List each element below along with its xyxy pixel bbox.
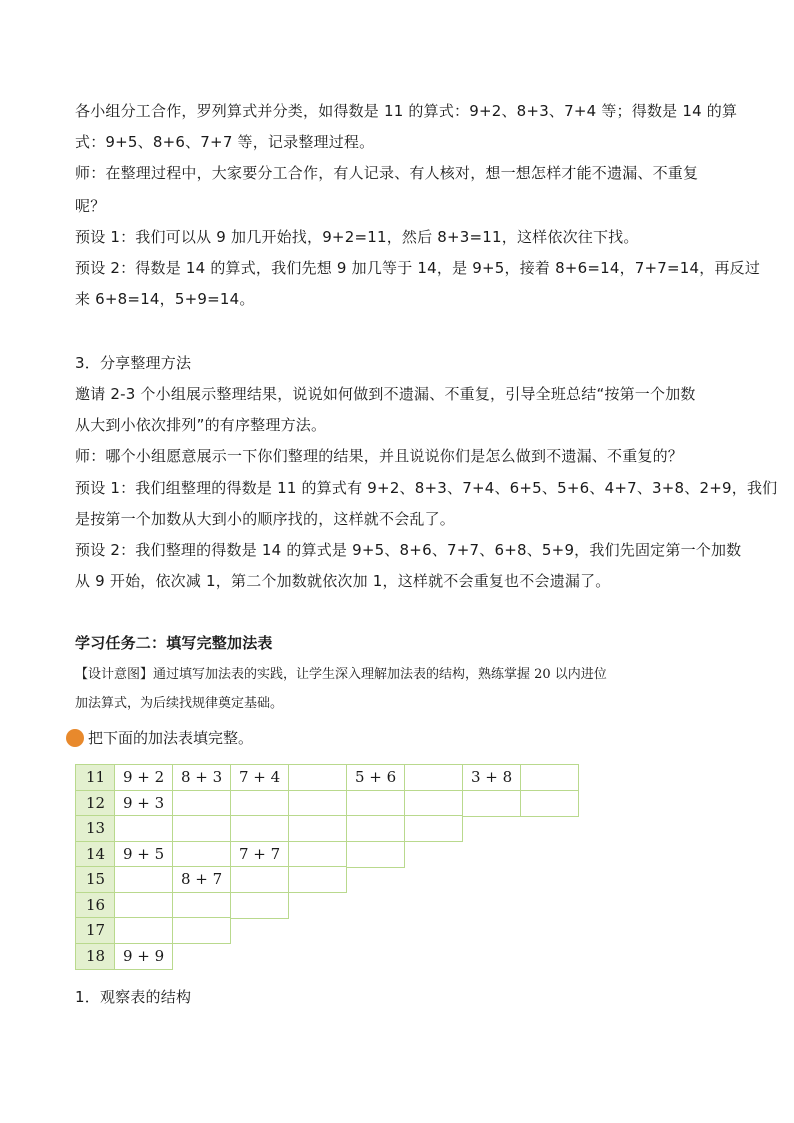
paragraph-line: 邀请 2-3 个小组展示整理结果，说说如何做到不遗漏、不重复，引导全班总结“按第一个加数 bbox=[75, 385, 696, 403]
table-cell-expression: 9 + 9 bbox=[114, 943, 173, 970]
table-cell-expression: 3 + 8 bbox=[462, 764, 521, 791]
table-cell-expression: 5 + 6 bbox=[346, 764, 405, 791]
paragraph-line: 预设 1：我们可以从 9 加几开始找，9+2=11，然后 8+3=11，这样依次往下找。 bbox=[75, 228, 639, 246]
paragraph-line: 师：在整理过程中，大家要分工合作，有人记录、有人核对，想一想怎样才能不遗漏、不重复 bbox=[75, 164, 699, 182]
paragraph-line: 来 6+8=14，5+9=14。 bbox=[75, 290, 255, 308]
table-cell-blank[interactable] bbox=[404, 790, 463, 817]
table-cell-expression: 7 + 4 bbox=[230, 764, 289, 791]
table-cell-blank[interactable] bbox=[114, 866, 173, 893]
table-cell-blank[interactable] bbox=[288, 815, 347, 842]
table-cell-blank[interactable] bbox=[346, 815, 405, 842]
design-intent-line: 加法算式，为后续找规律奠定基础。 bbox=[75, 696, 284, 711]
table-cell-blank[interactable] bbox=[230, 866, 289, 893]
table-cell-blank[interactable] bbox=[114, 815, 173, 842]
table-cell-expression: 8 + 7 bbox=[172, 866, 231, 893]
row-sum-label: 11 bbox=[75, 764, 115, 791]
table-cell-blank[interactable] bbox=[462, 790, 521, 817]
paragraph-line: 师：哪个小组愿意展示一下你们整理的结果，并且说说你们是怎么做到不遗漏、不重复的？ bbox=[75, 447, 684, 465]
table-cell-blank[interactable] bbox=[230, 892, 289, 919]
table-cell-blank[interactable] bbox=[288, 841, 347, 868]
closing-line: 1．观察表的结构 bbox=[75, 988, 192, 1006]
row-sum-label: 13 bbox=[75, 815, 115, 842]
paragraph-line: 预设 1：我们组整理的得数是 11 的算式有 9+2、8+3、7+4、6+5、5+6、4+7、3+8、2+9，我们 bbox=[75, 479, 778, 497]
task-heading: 学习任务二：填写完整加法表 bbox=[75, 634, 273, 652]
table-cell-blank[interactable] bbox=[172, 790, 231, 817]
row-sum-label: 14 bbox=[75, 841, 115, 868]
table-cell-expression: 9 + 2 bbox=[114, 764, 173, 791]
table-cell-expression: 8 + 3 bbox=[172, 764, 231, 791]
table-cell-blank[interactable] bbox=[520, 764, 579, 791]
table-cell-blank[interactable] bbox=[288, 790, 347, 817]
table-cell-blank[interactable] bbox=[346, 841, 405, 868]
table-cell-expression: 9 + 5 bbox=[114, 841, 173, 868]
orange-bullet-icon bbox=[66, 729, 84, 747]
table-cell-blank[interactable] bbox=[172, 917, 231, 944]
row-sum-label: 17 bbox=[75, 917, 115, 944]
row-sum-label: 16 bbox=[75, 892, 115, 919]
table-cell-blank[interactable] bbox=[172, 815, 231, 842]
paragraph-line: 从 9 开始，依次减 1，第二个加数就依次加 1，这样就不会重复也不会遗漏了。 bbox=[75, 572, 611, 590]
paragraph-line: 式：9+5、8+6、7+7 等，记录整理过程。 bbox=[75, 133, 375, 151]
paragraph-line: 各小组分工合作，罗列算式并分类，如得数是 11 的算式：9+2、8+3、7+4 等；得数是 14 的算 bbox=[75, 102, 738, 120]
table-cell-blank[interactable] bbox=[114, 917, 173, 944]
design-intent-line: 【设计意图】通过填写加法表的实践，让学生深入理解加法表的结构，熟练掌握 20 以内进位 bbox=[75, 667, 607, 682]
table-cell-blank[interactable] bbox=[288, 764, 347, 791]
instruction-text: 把下面的加法表填完整。 bbox=[88, 729, 254, 747]
table-cell-blank[interactable] bbox=[520, 790, 579, 817]
table-cell-blank[interactable] bbox=[114, 892, 173, 919]
table-cell-blank[interactable] bbox=[288, 866, 347, 893]
paragraph-line: 呢？ bbox=[75, 197, 106, 215]
table-cell-blank[interactable] bbox=[404, 815, 463, 842]
paragraph-line: 从大到小依次排列”的有序整理方法。 bbox=[75, 416, 327, 434]
table-cell-blank[interactable] bbox=[346, 790, 405, 817]
table-cell-expression: 9 + 3 bbox=[114, 790, 173, 817]
table-cell-blank[interactable] bbox=[230, 815, 289, 842]
table-cell-blank[interactable] bbox=[172, 892, 231, 919]
table-cell-expression: 7 + 7 bbox=[230, 841, 289, 868]
table-cell-blank[interactable] bbox=[172, 841, 231, 868]
row-sum-label: 18 bbox=[75, 943, 115, 970]
section-heading: 3．分享整理方法 bbox=[75, 354, 192, 372]
table-cell-blank[interactable] bbox=[404, 764, 463, 791]
paragraph-line: 是按第一个加数从大到小的顺序找的，这样就不会乱了。 bbox=[75, 510, 456, 528]
paragraph-line: 预设 2：得数是 14 的算式，我们先想 9 加几等于 14，是 9+5，接着 8+6=14，7+7=14，再反过 bbox=[75, 259, 761, 277]
row-sum-label: 15 bbox=[75, 866, 115, 893]
row-sum-label: 12 bbox=[75, 790, 115, 817]
table-cell-blank[interactable] bbox=[230, 790, 289, 817]
paragraph-line: 预设 2：我们整理的得数是 14 的算式是 9+5、8+6、7+7、6+8、5+9，我们先固定第一个加数 bbox=[75, 541, 742, 559]
